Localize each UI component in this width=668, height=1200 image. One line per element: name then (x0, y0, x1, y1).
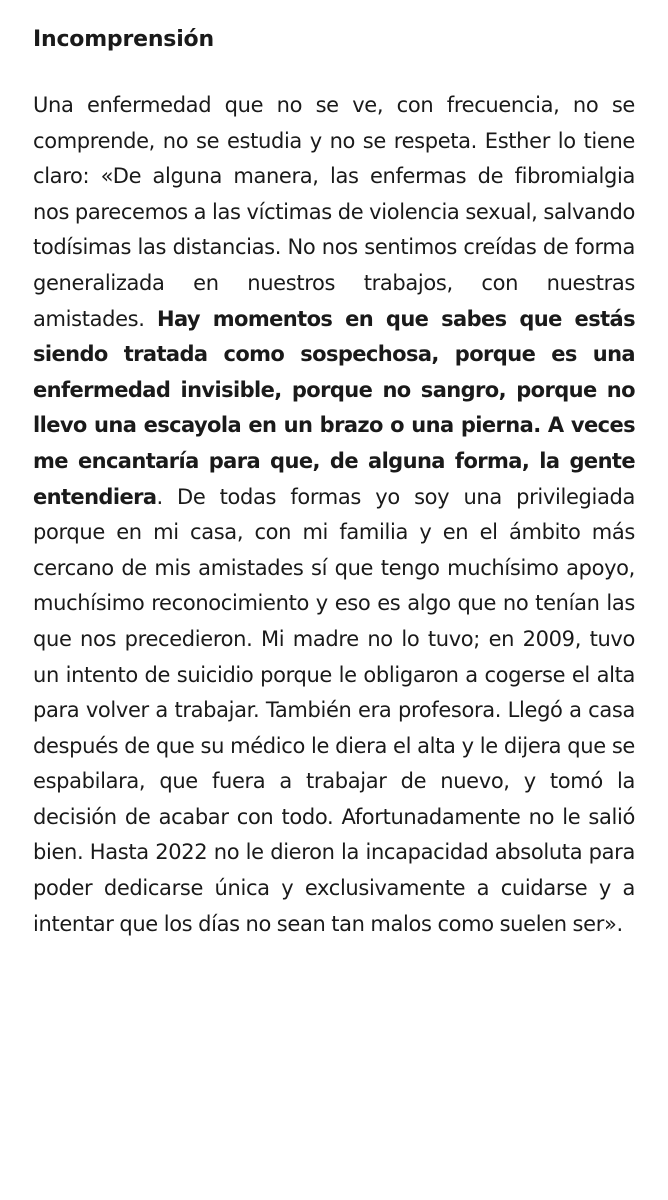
article (33, 22, 635, 942)
paragraph-highlighted-quote: Hay momentos en que sabes que estás siendo tratada como sospechosa, porque es una enfermedad invisible, porque no sangro, porque no llevo una escayola en un brazo o una pierna. A veces me encantaría para que, de alguna forma, la gente entendiera (33, 306, 635, 509)
section-heading: Incomprensión (33, 27, 214, 52)
article-paragraph (33, 88, 635, 942)
paragraph-closing-text: . De todas formas yo soy una privilegiada porque en mi casa, con mi familia y en el ámbito más cercano de mis amistades sí que tengo muchísimo apoyo, muchísimo reconocimiento y eso es algo que no tenían las que nos precedieron. Mi madre no lo tuvo; en 2009, tuvo un intento de suicidio porque le obligaron a cogerse el alta para volver a trabajar. También era profesora. Llegó a casa después de que su médico le diera el alta y le dijera que se espabilara, que fuera a trabajar de nuevo, y tomó la decisión de acabar con todo. Afortunadamente no le salió bien. Hasta 2022 no le dieron la incapacidad absoluta para poder dedicarse única y exclusivamente a cuidarse y a intentar que los días no sean tan malos como suelen ser». (33, 484, 635, 936)
paragraph-intro-text: Una enfermedad que no se ve, con frecuencia, no se comprende, no se estudia y no se respeta. Esther lo tiene claro: «De alguna manera, las enfermas de fibromialgia nos parecemos a las víctimas de violencia sexual, salvando todísimas las distancias. No nos sentimos creídas de forma generalizada en nuestros trabajos, con nuestras amistades. (33, 93, 635, 331)
